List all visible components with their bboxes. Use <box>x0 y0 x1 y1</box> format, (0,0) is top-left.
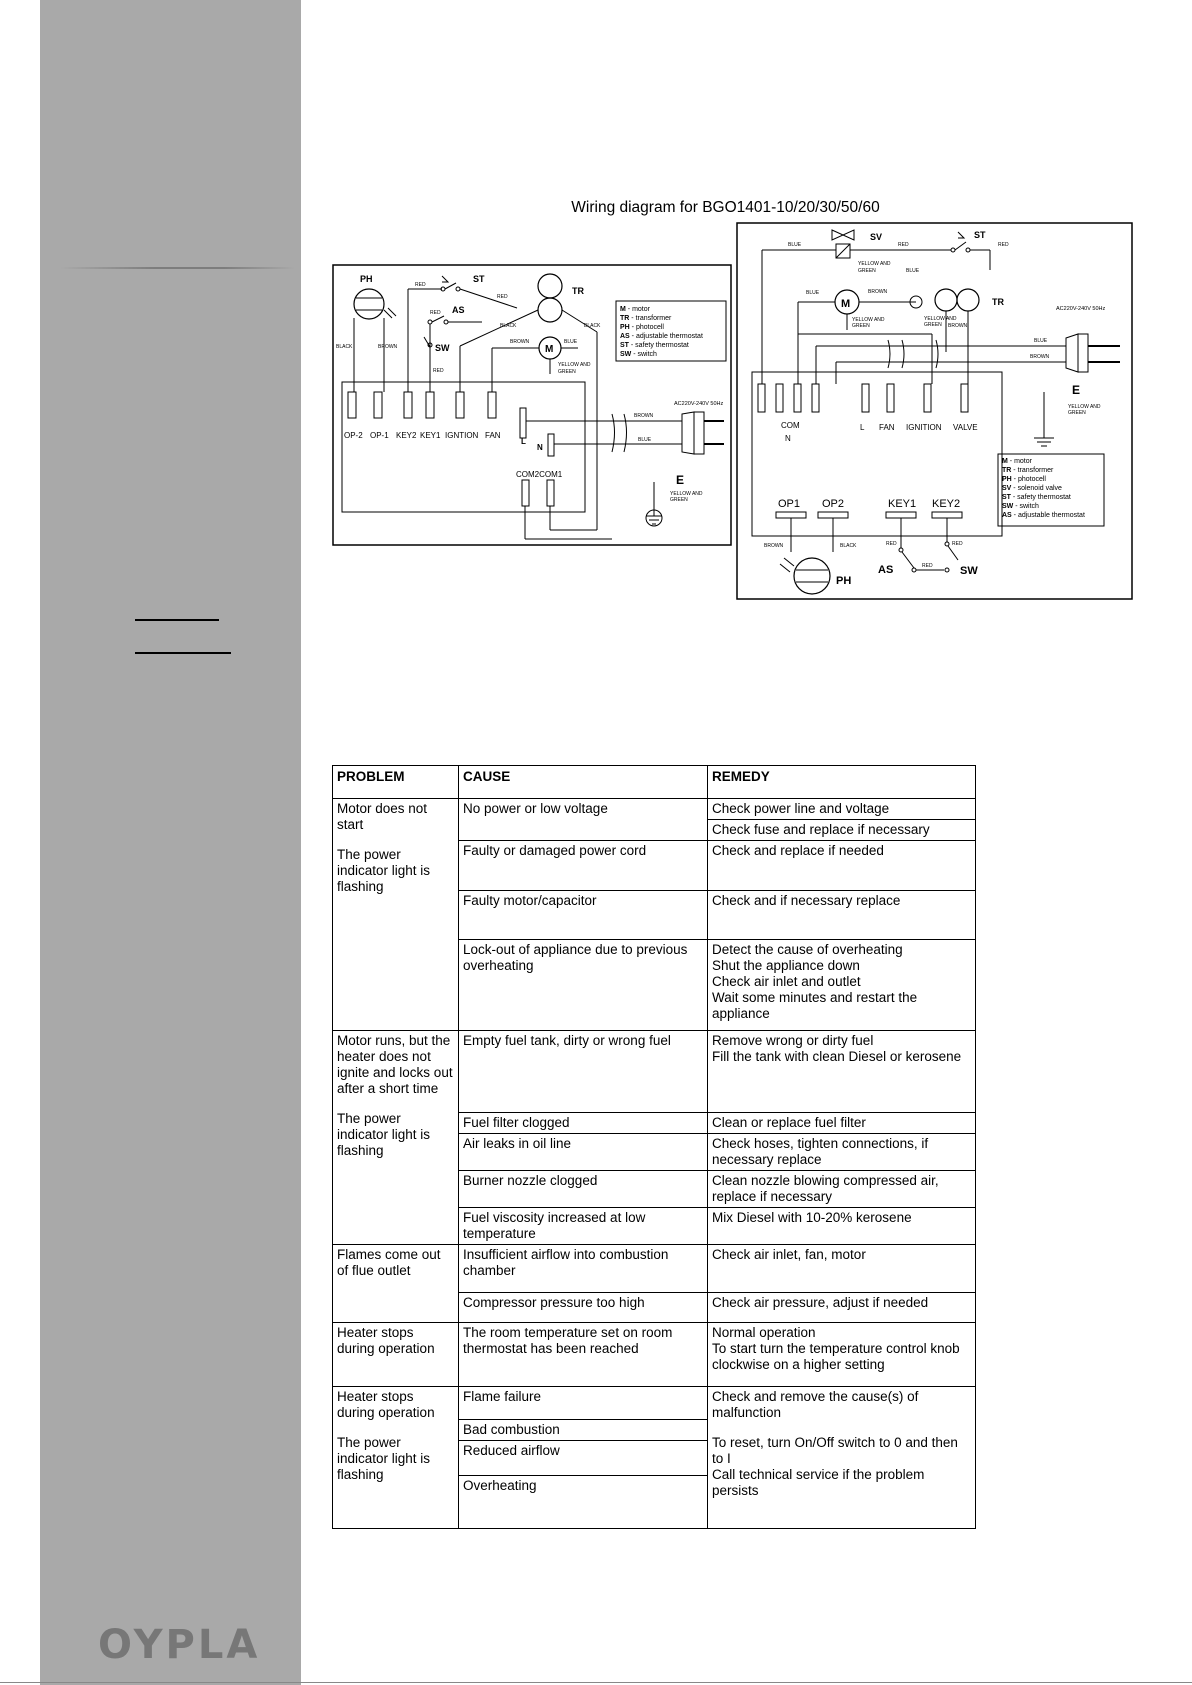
cell-text: Check hoses, tighten connections, if necessary replace <box>712 1136 929 1167</box>
terminal-label: OP-1 <box>370 431 389 440</box>
wiring-diagram-right <box>736 222 1133 600</box>
wire-yg-label: GREEN <box>858 268 876 274</box>
com-label: COM2COM1 <box>516 470 563 479</box>
cell-text: Flames come out of flue outlet <box>337 1247 441 1278</box>
wire-red-label: RED <box>998 242 1009 248</box>
remedy-cell <box>708 1208 976 1245</box>
cell-text: Wait some minutes and restart the appliance <box>712 990 918 1021</box>
problem-cell <box>333 1031 459 1245</box>
cell-text: Empty fuel tank, dirty or wrong fuel <box>463 1033 671 1048</box>
terminal-l <box>520 408 526 438</box>
power-label: AC220V-240V 50Hz <box>1056 306 1106 312</box>
column-header-cause: CAUSE <box>459 766 708 799</box>
oypla-logo: OYPLA <box>98 1622 261 1668</box>
solenoid-valve-symbol <box>832 230 854 258</box>
cell-text: Fuel filter clogged <box>463 1115 570 1130</box>
cell-text: To start turn the temperature control knob clockwise on a higher setting <box>712 1341 960 1372</box>
legend-entry: TR - transformer <box>1002 467 1054 474</box>
cause-cell <box>459 1420 708 1441</box>
wire-yg-label: YELLOW AND <box>924 316 957 322</box>
cause-cell <box>459 1387 708 1420</box>
terminal-label: FAN <box>879 423 895 432</box>
m-label: M <box>545 344 554 355</box>
power-plug-right <box>1066 334 1120 372</box>
terminal-label: OP2 <box>822 498 845 510</box>
wire-red-label: RED <box>497 294 508 300</box>
cell-text: Motor does not start <box>337 801 428 832</box>
problem-cell <box>333 1387 459 1529</box>
cause-cell <box>459 799 708 841</box>
m-label: M <box>841 298 851 310</box>
terminal-label: KEY2 <box>932 498 961 510</box>
wire-brown-label: BROWN <box>634 413 654 419</box>
power-plug-left <box>682 412 724 454</box>
wire-brown-label: BROWN <box>764 543 784 549</box>
n-label: N <box>785 434 791 443</box>
sw-label: SW <box>435 343 450 353</box>
ph-label: PH <box>836 575 852 587</box>
wire-brown-label: BROWN <box>378 344 398 350</box>
table-row <box>333 799 976 820</box>
cell-text: Motor runs, but the heater does not ignite and locks out after a short time <box>337 1033 453 1096</box>
wire-yg-label: YELLOW AND <box>852 317 885 323</box>
wire-black-label: BLACK <box>584 323 601 329</box>
cell-text: Flame failure <box>463 1389 542 1404</box>
cell-text: Check air pressure, adjust if needed <box>712 1295 929 1310</box>
cell-text: Check air inlet and outlet <box>712 974 861 989</box>
legend-entry: M - motor <box>1002 458 1032 465</box>
cell-text: Mix Diesel with 10-20% kerosene <box>712 1210 912 1225</box>
legend-entry: PH - photocell <box>1002 476 1046 483</box>
as-label: AS <box>878 564 894 576</box>
remedy-cell <box>708 841 976 891</box>
st-label: ST <box>473 274 485 284</box>
wire-black-label: BLACK <box>336 344 353 350</box>
legend-entry: AS - adjustable thermostat <box>1002 512 1085 519</box>
terminal-label: KEY1 <box>888 498 917 510</box>
terminal-n <box>548 434 554 456</box>
as-label: AS <box>452 305 465 315</box>
cause-cell <box>459 1323 708 1387</box>
wire-brown-label: BROWN <box>1030 354 1050 360</box>
table-row <box>333 1387 976 1420</box>
cell-text: Clean nozzle blowing compressed air, replace if necessary <box>712 1173 939 1204</box>
sidebar-underline <box>135 652 231 654</box>
wire-brown-label: BROWN <box>868 289 888 295</box>
cell-text: Check and replace if needed <box>712 843 884 858</box>
wire-blue-label: BLUE <box>806 290 820 296</box>
terminal-block-right <box>758 384 968 412</box>
cell-text: Check and remove the cause(s) of malfunction <box>712 1389 919 1420</box>
wiring-diagram-title: Wiring diagram for BGO1401-10/20/30/50/60 <box>571 199 880 216</box>
n-label: N <box>537 443 543 452</box>
troubleshooting-table <box>332 765 976 1529</box>
cause-cell <box>459 1208 708 1245</box>
table-row <box>333 1323 976 1387</box>
cell-text: Check air inlet, fan, motor <box>712 1247 866 1262</box>
cell-text: Faulty or damaged power cord <box>463 843 647 858</box>
e-label: E <box>676 473 685 487</box>
terminal-label: KEY1 <box>420 431 441 440</box>
wire-yg-label: GREEN <box>1068 410 1086 416</box>
cell-text: The room temperature set on room thermostat has been reached <box>463 1325 673 1356</box>
column-header-remedy: REMEDY <box>708 766 976 799</box>
sidebar-divider <box>60 267 295 269</box>
wire-yg-label: YELLOW AND <box>670 491 703 497</box>
sv-label: SV <box>870 232 883 242</box>
cell-text: Check power line and voltage <box>712 801 890 816</box>
remedy-cell <box>708 1323 976 1387</box>
legend-entry: ST - safety thermostat <box>1002 494 1071 501</box>
cell-text: The power indicator light is flashing <box>337 1435 431 1482</box>
page-bottom-rule <box>0 1682 1192 1683</box>
legend-entry: TR - transformer <box>620 315 672 322</box>
wiring-diagram-left <box>332 264 732 546</box>
cell-text: Normal operation <box>712 1325 816 1340</box>
legend-entry: SW - switch <box>620 351 657 358</box>
cell-text: The power indicator light is flashing <box>337 847 431 894</box>
transformer-symbol <box>935 289 957 311</box>
wire-red-label: RED <box>886 541 897 547</box>
tr-label: TR <box>992 297 1004 307</box>
wire-yg-label: GREEN <box>558 369 576 375</box>
cause-cell <box>459 1441 708 1476</box>
remedy-cell <box>708 1113 976 1134</box>
wire-black-label: BLACK <box>500 323 517 329</box>
legend-entry: SV - solenoid valve <box>1002 485 1062 492</box>
cause-cell <box>459 1245 708 1293</box>
wire-blue-label: BLUE <box>906 268 920 274</box>
cause-cell <box>459 1113 708 1134</box>
remedy-cell <box>708 1171 976 1208</box>
cell-text: Detect the cause of overheating <box>712 942 903 957</box>
wire-yg-label: YELLOW AND <box>1068 404 1101 410</box>
wire-yg-label: GREEN <box>670 497 688 503</box>
cause-cell <box>459 1293 708 1323</box>
terminal-label: L <box>860 423 865 432</box>
wire-red-label: RED <box>898 242 909 248</box>
sidebar <box>40 0 301 1685</box>
remedy-cell <box>708 820 976 841</box>
controller-box <box>752 372 1002 536</box>
cell-text: Compressor pressure too high <box>463 1295 645 1310</box>
cause-cell <box>459 1476 708 1529</box>
cell-text: Lock-out of appliance due to previous overheating <box>463 942 688 973</box>
cause-cell <box>459 1171 708 1208</box>
wire-brown-label: BROWN <box>948 323 968 329</box>
power-label: AC220V-240V 50Hz <box>674 401 724 407</box>
cell-text: Heater stops during operation <box>337 1389 435 1420</box>
terminal-label: OP1 <box>778 498 801 510</box>
cell-text: Remove wrong or dirty fuel <box>712 1033 874 1048</box>
ph-label: PH <box>360 274 373 284</box>
cell-text: Burner nozzle clogged <box>463 1173 598 1188</box>
terminal-label: IGNTION <box>445 431 479 440</box>
terminal-block-left <box>348 392 496 418</box>
transformer-symbol <box>538 274 562 322</box>
wire-yg-label: GREEN <box>852 323 870 329</box>
wire-yg-label: YELLOW AND <box>558 362 591 368</box>
remedy-cell <box>708 799 976 820</box>
wire-red-label: RED <box>952 541 963 547</box>
com-label: COM <box>781 421 800 430</box>
cause-cell <box>459 891 708 940</box>
wire-black-label: BLACK <box>840 543 857 549</box>
problem-cell <box>333 799 459 1031</box>
wire-blue-label: BLUE <box>638 437 652 443</box>
cause-cell <box>459 841 708 891</box>
cell-text: Shut the appliance down <box>712 958 860 973</box>
wire-brown-label: BROWN <box>510 339 530 345</box>
cell-text: Check fuse and replace if necessary <box>712 822 930 837</box>
wire-red-label: RED <box>430 310 441 316</box>
st-label: ST <box>974 230 986 240</box>
terminal-label: IGNITION <box>906 423 942 432</box>
diagram-frame <box>333 265 731 545</box>
cause-cell <box>459 1134 708 1171</box>
problem-cell <box>333 1245 459 1323</box>
remedy-cell <box>708 1387 976 1529</box>
wire-blue-label: BLUE <box>788 242 802 248</box>
remedy-cell <box>708 1245 976 1293</box>
wire-blue-label: BLUE <box>1034 338 1048 344</box>
cell-text: Heater stops during operation <box>337 1325 435 1356</box>
cause-cell <box>459 940 708 1031</box>
cell-text: Check and if necessary replace <box>712 893 901 908</box>
remedy-cell <box>708 1293 976 1323</box>
wire-red-label: RED <box>922 563 933 569</box>
photocell-symbol <box>354 289 396 319</box>
table-row <box>333 1245 976 1293</box>
remedy-cell <box>708 1134 976 1171</box>
remedy-cell <box>708 891 976 940</box>
l-label: L <box>521 437 526 446</box>
legend-entry: ST - safety thermostat <box>620 342 689 349</box>
legend-entry: SW - switch <box>1002 503 1039 510</box>
legend-entry: AS - adjustable thermostat <box>620 333 703 340</box>
terminal-label: VALVE <box>953 423 978 432</box>
table-row <box>333 1031 976 1113</box>
table-header-row <box>333 766 976 799</box>
e-label: E <box>1072 383 1081 397</box>
sidebar-underline <box>135 619 219 621</box>
remedy-cell <box>708 1031 976 1113</box>
legend-entry: M - motor <box>620 306 650 313</box>
cell-text: To reset, turn On/Off switch to 0 and then to I <box>712 1435 958 1466</box>
sw-label: SW <box>960 565 978 577</box>
remedy-cell <box>708 940 976 1031</box>
cell-text: Overheating <box>463 1478 537 1493</box>
cell-text: Fill the tank with clean Diesel or kerosene <box>712 1049 962 1064</box>
cell-text: Call technical service if the problem persists <box>712 1467 925 1498</box>
tr-label: TR <box>572 286 584 296</box>
terminal-label: FAN <box>485 431 501 440</box>
wire-red-label: RED <box>433 368 444 374</box>
cell-text: Air leaks in oil line <box>463 1136 572 1151</box>
cell-text: Reduced airflow <box>463 1443 560 1458</box>
cell-text: The power indicator light is flashing <box>337 1111 431 1158</box>
cell-text: No power or low voltage <box>463 801 608 816</box>
photocell-symbol <box>780 558 830 594</box>
cause-cell <box>459 1031 708 1113</box>
column-header-problem: PROBLEM <box>333 766 459 799</box>
cell-text: Faulty motor/capacitor <box>463 893 597 908</box>
cell-text: Insufficient airflow into combustion chamber <box>463 1247 669 1278</box>
terminal-label: OP-2 <box>344 431 363 440</box>
wire-blue-label: BLUE <box>564 339 578 345</box>
problem-cell <box>333 1323 459 1387</box>
terminal-label: KEY2 <box>396 431 417 440</box>
cell-text: Clean or replace fuel filter <box>712 1115 866 1130</box>
wire-red-label: RED <box>415 282 426 288</box>
legend-entry: PH - photocell <box>620 324 664 331</box>
wire-yg-label: YELLOW AND <box>858 261 891 267</box>
wire-yg-label: GREEN <box>924 322 942 328</box>
cell-text: Bad combustion <box>463 1422 560 1437</box>
cell-text: Fuel viscosity increased at low temperature <box>463 1210 646 1241</box>
